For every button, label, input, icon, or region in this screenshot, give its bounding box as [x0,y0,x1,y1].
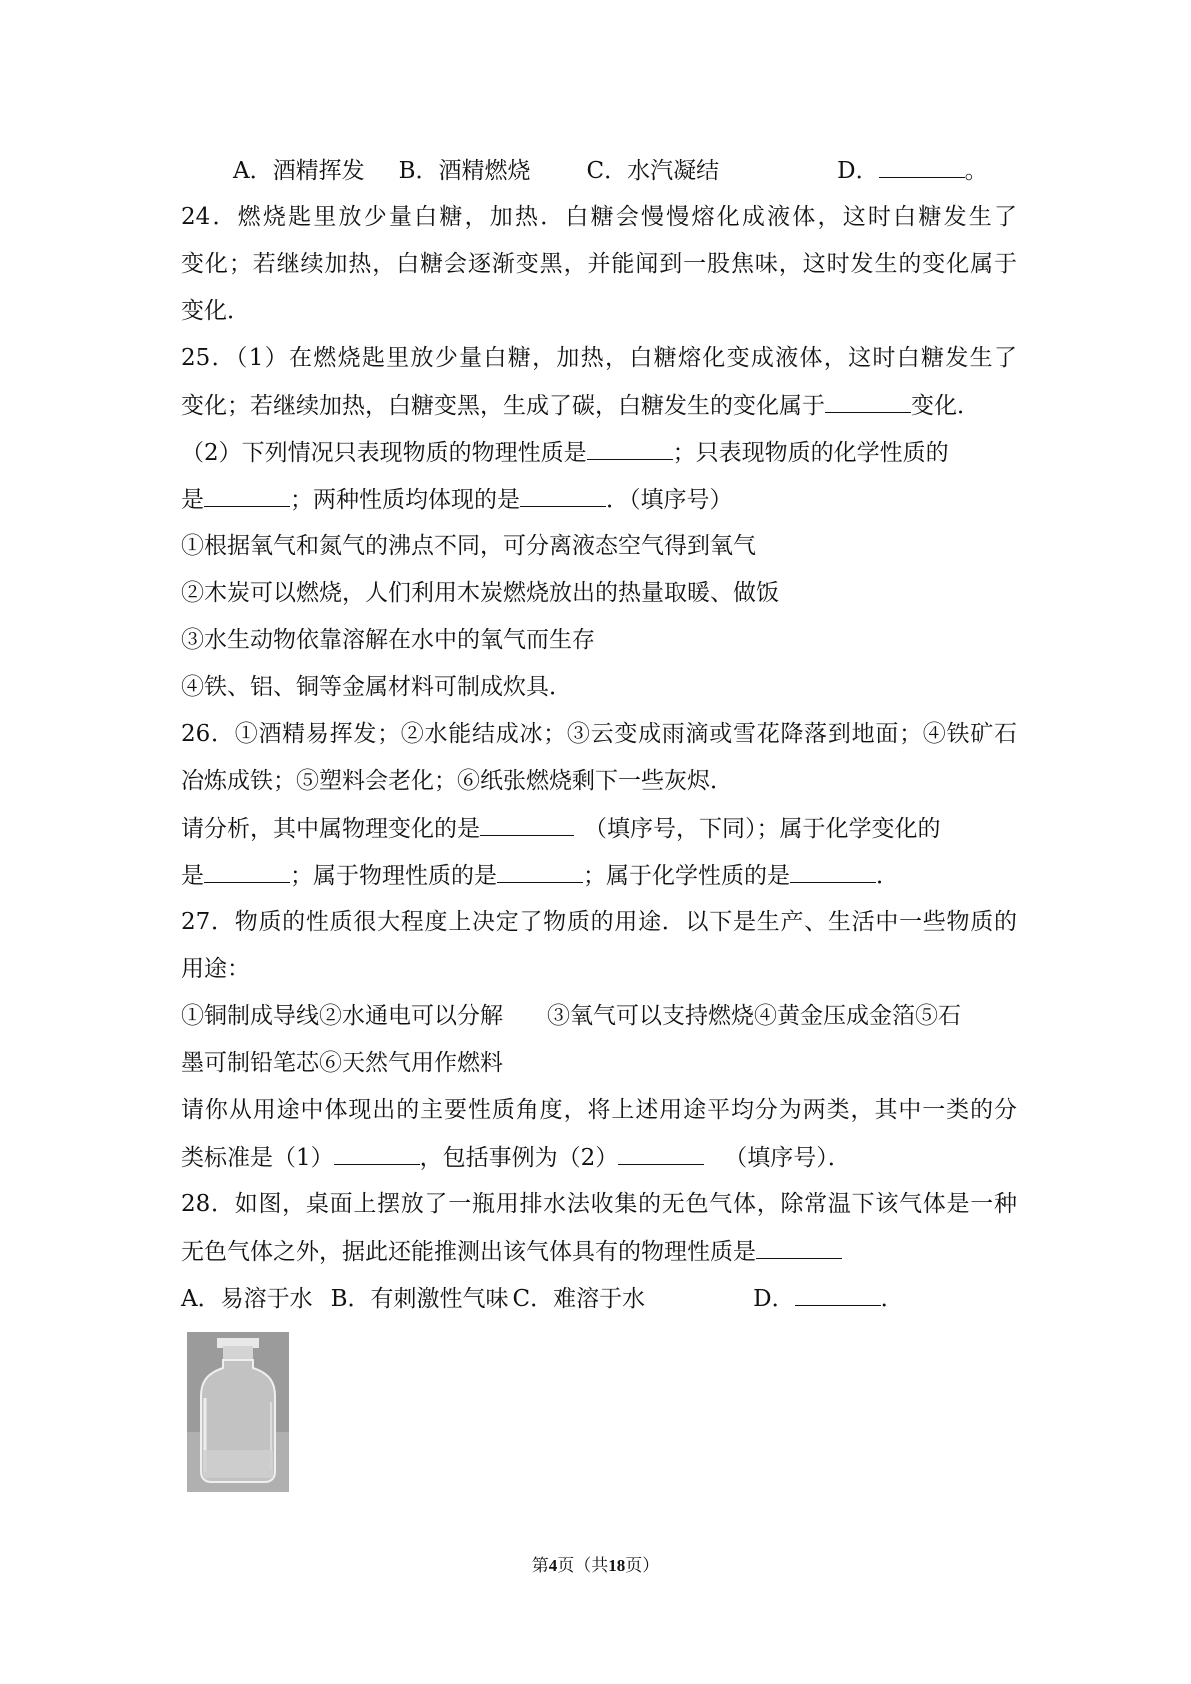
gas-bottle-icon [187,1332,289,1492]
answer-blank[interactable] [879,155,965,178]
page-number: 4 [548,1556,558,1575]
answer-blank[interactable] [480,813,574,836]
q26-line-1: 26．①酒精易挥发；②水能结成冰；③云变成雨滴或雪花降落到地面；④铁矿石 [181,721,1017,747]
answer-blank[interactable] [825,390,911,413]
q23-option-c: C．水汽凝结 [586,158,720,184]
q25-item-4: ④铁、铝、铜等金属材料可制成炊具． [181,674,572,700]
q23-options: A．酒精挥发 B．酒精燃烧 C．水汽凝结 D． 。 [233,155,988,186]
answer-blank[interactable] [497,860,583,883]
q25-line-2: 变化；若继续加热，白糖变黑，生成了碳，白糖发生的变化属于 变化． [181,390,980,421]
page-footer: 第4页（共18页） [531,1556,660,1576]
q24-line-3: 变化． [181,298,250,324]
answer-blank[interactable] [790,860,876,883]
q27-line-2: 用途： [181,956,250,982]
q28-line-1: 28．如图，桌面上摆放了一瓶用排水法收集的无色气体，除常温下该气体是一种 [181,1191,1017,1217]
page-total: 18 [608,1556,626,1575]
q28-line-2: 无色气体之外，据此还能推测出该气体具有的物理性质是 [181,1236,842,1267]
q25-item-1: ①根据氧气和氮气的沸点不同，可分离液态空气得到氧气 [181,533,756,559]
q27-line-3: ①铜制成导线②水通电可以分解 ③氧气可以支持燃烧④黄金压成金箔⑤石 [181,1003,961,1029]
answer-blank[interactable] [587,437,673,460]
answer-blank[interactable] [204,484,290,507]
q27-line-4: 墨可制铅笔芯⑥天然气用作燃料 [181,1050,503,1076]
q28-option-b: B．有刺激性气味 [330,1286,509,1312]
answer-blank[interactable] [618,1142,704,1165]
answer-blank[interactable] [204,860,290,883]
answer-blank[interactable] [756,1236,842,1259]
q23-option-d: D． [837,158,879,184]
q24-line-2: 变化；若继续加热，白糖会逐渐变黑，并能闻到一股焦味，这时发生的变化属于 [181,251,1017,277]
q25-line-1: 25．（1）在燃烧匙里放少量白糖，加热，白糖熔化变成液体，这时白糖发生了 [181,345,1017,371]
q28-option-c: C．难溶于水 [512,1286,646,1312]
q26-line-3: 请分析，其中属物理变化的是 （填序号，下同）；属于化学变化的 [181,813,941,844]
answer-blank[interactable] [520,484,606,507]
q27-line-1: 27．物质的性质很大程度上决定了物质的用途．以下是生产、生活中一些物质的 [181,909,1017,935]
q26-line-4: 是 ；属于物理性质的是 ；属于化学性质的是 ． [181,860,899,891]
answer-blank[interactable] [334,1142,420,1165]
q27-line-6: 类标准是（1） ，包括事例为（2） （填序号）． [181,1142,851,1173]
q28-options: A．易溶于水 B．有刺激性气味 C．难溶于水 D． ． [181,1283,904,1314]
q25-line-3: （2）下列情况只表现物质的物理性质是 ；只表现物质的化学性质的 [181,437,949,468]
q23-option-a: A．酒精挥发 [233,158,365,184]
q25-item-3: ③水生动物依靠溶解在水中的氧气而生存 [181,627,595,653]
q28-option-a: A．易溶于水 [181,1286,313,1312]
gas-bottle-photo [187,1332,289,1492]
q25-item-2: ②木炭可以燃烧，人们利用木炭燃烧放出的热量取暖、做饭 [181,580,779,606]
q27-line-5: 请你从用途中体现出的主要性质角度，将上述用途平均分为两类，其中一类的分 [181,1097,1017,1123]
answer-blank[interactable] [795,1283,881,1306]
q24-line-1: 24．燃烧匙里放少量白糖，加热．白糖会慢慢熔化成液体，这时白糖发生了 [181,204,1017,230]
q25-line-4: 是 ；两种性质均体现的是 ．（填序号） [181,484,733,515]
q23-option-b: B．酒精燃烧 [398,158,531,184]
q28-option-d: D． [753,1286,795,1312]
q26-line-2: 冶炼成铁；⑤塑料会老化；⑥纸张燃烧剩下一些灰烬． [181,768,733,794]
